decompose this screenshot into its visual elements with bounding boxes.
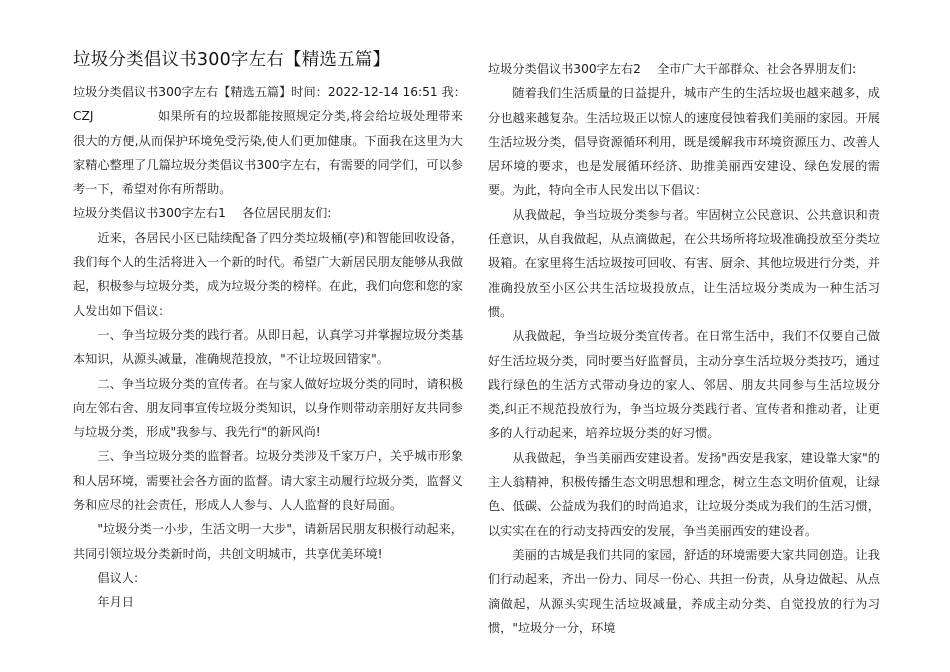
paragraph: 一、争当垃圾分类的践行者。从即日起，认真学习并掌握垃圾分类基本知识，从源头减量，准确规范投放，"不让垃圾回错家"。 (73, 327, 464, 367)
intro-paragraph (73, 104, 463, 201)
meta-title: 垃圾分类倡议书300字左右【精选五篇】 (73, 85, 292, 99)
meta-line (73, 80, 466, 104)
document-title: 垃圾分类倡议书300字左右【精选五篇】 (73, 50, 391, 70)
signer-line: 倡议人: (97, 570, 139, 585)
section-1-heading: 垃圾分类倡议书300字左右1 各位居民朋友们: (73, 206, 332, 221)
paragraph: 三、争当垃圾分类的监督者。垃圾分类涉及千家万户，关乎城市形象和人居环境，需要社会各方面的监督。请大家主动履行垃圾分类，监督义务和应尽的社会责任，形成人人参与、人人监督的良好局面。 (73, 449, 464, 513)
paragraph: 近来，各居民小区已陆续配备了四分类垃圾桶(亭)和智能回收设备，我们每个人的生活将进入一个新的时代。希望广大新居民朋友能够从我做起，积极参与垃圾分类，成为垃圾分类的榜样。在此，我们向您和您的家人发出如下倡议： (73, 230, 463, 318)
paragraph: 美丽的古城是我们共同的家园，舒适的环境需要大家共同创造。让我们行动起来，齐出一份力、同尽一份心、共担一份责，从身边做起、从点滴做起，从源头实现生活垃圾减量，养成主动分类、自觉投放的行为习惯，"垃圾分一分，环境 (488, 547, 880, 635)
paragraph: 从我做起，争当垃圾分类参与者。牢固树立公民意识、公共意识和责任意识，从自我做起，从点滴做起，在公共场所将垃圾准确投放至分类垃圾箱。在家里将生活垃圾按可回收、有害、厨余、其他垃圾进行分类，并准确投放至小区公共生活垃圾投放点，让生活垃圾分类成为一种生活习惯。 (488, 207, 880, 319)
paragraph: 从我做起，争当垃圾分类宣传者。在日常生活中，我们不仅要自己做好生活垃圾分类，同时要当好监督员，主动分享生活垃圾分类技巧，通过践行绿色的生活方式带动身边的家人、邻居、朋友共同参与生活垃圾分类,纠正不规范投放行为，争当垃圾分类践行者、宣传者和推动者，让更多的人行动起来，培养垃圾分类的好习惯。 (488, 329, 880, 441)
paragraph: 从我做起，争当美丽西安建设者。发扬"西安是我家，建设靠大家"的主人翁精神，积极传播生态文明思想和理念，树立生态文明价值观，让绿色、低碳、公益成为我们的时尚追求，让垃圾分类成为我们的生活习惯，以实实在在的行动支持西安的发展，争当美丽西安的建设者。 (488, 450, 880, 538)
author-name: CZJ (73, 109, 94, 124)
meta-time: 时间：2022-12-14 16:51 我： (291, 85, 466, 99)
date-line: 年月日 (97, 595, 134, 610)
paragraph: "垃圾分类一小步，生活文明一大步"，请新居民朋友积极行动起来，共同引领垃圾分类新时尚，共创文明城市，共享优美环境! (73, 522, 463, 561)
paragraph: 二、争当垃圾分类的宣传者。在与家人做好垃圾分类的同时，请积极向左邻右舍、朋友同事宣传垃圾分类知识，以身作则带动亲朋好友共同参与垃圾分类，形成"我参与、我先行"的新风尚! (73, 376, 464, 440)
left-column-body (73, 80, 466, 615)
paragraph: 随着我们生活质量的日益提升，城市产生的生活垃圾也越来越多，成分也越来越复杂。生活垃圾正以惊人的速度侵蚀着我们美丽的家园。开展生活垃圾分类，倡导资源循环利用，既是缓解我市环境资源压力、改善人居环境的要求，也是发展循环经济、助推美丽西安建设、绿色发展的需要。为此，特向全市人民发出以下倡议： (488, 86, 880, 198)
right-column-body (488, 57, 880, 640)
intro-text: 如果所有的垃圾都能按照规定分类,将会给垃圾处理带来很大的方便,从而保护环境免受污染,使人们更加健康。下面我在这里为大家精心整理了几篇垃圾分类倡议书300字左右，有需要的同学们，可以参考一下，希望对你有所帮助。 (73, 109, 463, 197)
section-2-heading: 垃圾分类倡议书300字左右2 全市广大干部群众、社会各界朋友们: (488, 62, 857, 76)
